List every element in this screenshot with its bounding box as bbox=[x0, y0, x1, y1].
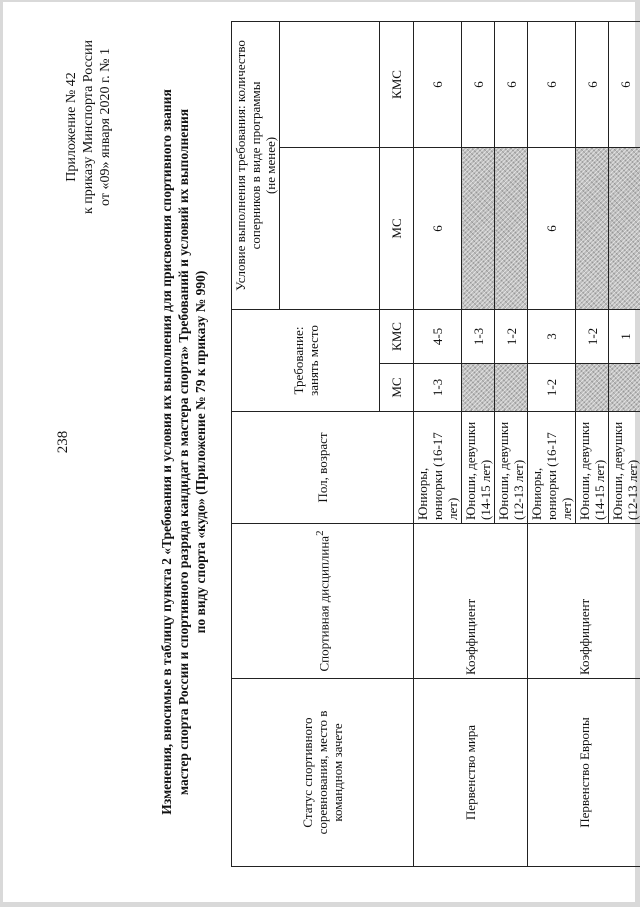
discipline-header: Спортивная дисциплина$^2$ bbox=[232, 524, 414, 679]
discipline-cell: Коэффициент bbox=[414, 524, 528, 679]
header-row-1 bbox=[232, 21, 280, 866]
opp-ms-header: МС bbox=[380, 147, 414, 309]
gender-age-cell: Юноши, девушки (12-13 лет) bbox=[609, 412, 640, 524]
status-header: Статус спортивного соревнования, место в командном зачете bbox=[232, 679, 414, 867]
footnote-mark: 2 bbox=[314, 531, 326, 536]
shaded-cell bbox=[495, 147, 528, 309]
opp-kms-cell: 6 bbox=[576, 21, 609, 147]
opp-kms-cell: 6 bbox=[609, 21, 640, 147]
place-kms-cell: 1 bbox=[609, 309, 640, 363]
condition-ms-spacer bbox=[280, 147, 380, 309]
heading-line-2: мастер спорта России и спортивного разряда кандидат в мастера спорта» Требований и условий их выполнения bbox=[175, 42, 192, 862]
shaded-cell bbox=[576, 364, 609, 412]
shaded-cell bbox=[462, 364, 495, 412]
opp-ms-cell: 6 bbox=[414, 147, 462, 309]
condition-text: Условие выполнения требования: количество соперников в виде программы bbox=[233, 25, 263, 306]
shaded-cell bbox=[609, 364, 640, 412]
condition-text-end: (не менее) bbox=[263, 25, 278, 306]
place-kms-cell: 4-5 bbox=[414, 309, 462, 363]
page-number: 238 bbox=[55, 422, 72, 462]
heading-line-3: по виду спорта «кудо» (Приложение № 79 к приказу № 990) bbox=[192, 42, 209, 862]
appendix-line-1: Приложение № 42 bbox=[63, 7, 80, 247]
shaded-cell bbox=[576, 147, 609, 309]
shaded-cell bbox=[495, 364, 528, 412]
place-kms-cell: 1-2 bbox=[576, 309, 609, 363]
condition-header bbox=[232, 21, 280, 309]
gender-age-cell: Юниоры, юниорки (16-17 лет) bbox=[414, 412, 462, 524]
document-heading bbox=[158, 42, 209, 862]
table-row bbox=[414, 21, 462, 866]
opp-kms-cell: 6 bbox=[414, 21, 462, 147]
opp-ms-cell: 6 bbox=[528, 147, 576, 309]
requirement-header: Требование: занять место bbox=[232, 309, 380, 411]
opp-kms-cell: 6 bbox=[528, 21, 576, 147]
status-cell: Первенство Европы bbox=[528, 679, 640, 867]
gender-age-cell: Юноши, девушки (14-15 лет) bbox=[576, 412, 609, 524]
shaded-cell bbox=[609, 147, 640, 309]
place-kms-header: КМС bbox=[380, 309, 414, 363]
place-kms-cell: 1-2 bbox=[495, 309, 528, 363]
gender-age-cell: Юниоры, юниорки (16-17 лет) bbox=[528, 412, 576, 524]
place-kms-cell: 3 bbox=[528, 309, 576, 363]
table-row bbox=[528, 21, 576, 866]
rotated-content bbox=[3, 2, 640, 907]
document-page bbox=[3, 2, 635, 902]
place-kms-cell: 1-3 bbox=[462, 309, 495, 363]
gender-age-cell: Юноши, девушки (12-13 лет) bbox=[495, 412, 528, 524]
place-ms-cell: 1-2 bbox=[528, 364, 576, 412]
place-ms-header: МС bbox=[380, 364, 414, 412]
gender-age-header: Пол, возраст bbox=[232, 412, 414, 524]
place-ms-cell: 1-3 bbox=[414, 364, 462, 412]
opp-kms-cell: 6 bbox=[462, 21, 495, 147]
status-cell: Первенство мира bbox=[414, 679, 528, 867]
opp-kms-header: КМС bbox=[380, 21, 414, 147]
appendix-line-2: к приказу Минспорта России bbox=[80, 7, 97, 247]
discipline-cell: Коэффициент bbox=[528, 524, 640, 679]
shaded-cell bbox=[462, 147, 495, 309]
requirements-table bbox=[231, 21, 640, 867]
heading-line-1: Изменения, вносимые в таблицу пункта 2 «Требования и условия их выполнения для присвоения спортивного звания bbox=[158, 42, 175, 862]
appendix-line-3: от «09» января 2020 г. № 1 bbox=[97, 7, 114, 247]
gender-age-cell: Юноши, девушки (14-15 лет) bbox=[462, 412, 495, 524]
condition-kms-spacer bbox=[280, 21, 380, 147]
appendix-reference bbox=[63, 7, 114, 247]
opp-kms-cell: 6 bbox=[495, 21, 528, 147]
